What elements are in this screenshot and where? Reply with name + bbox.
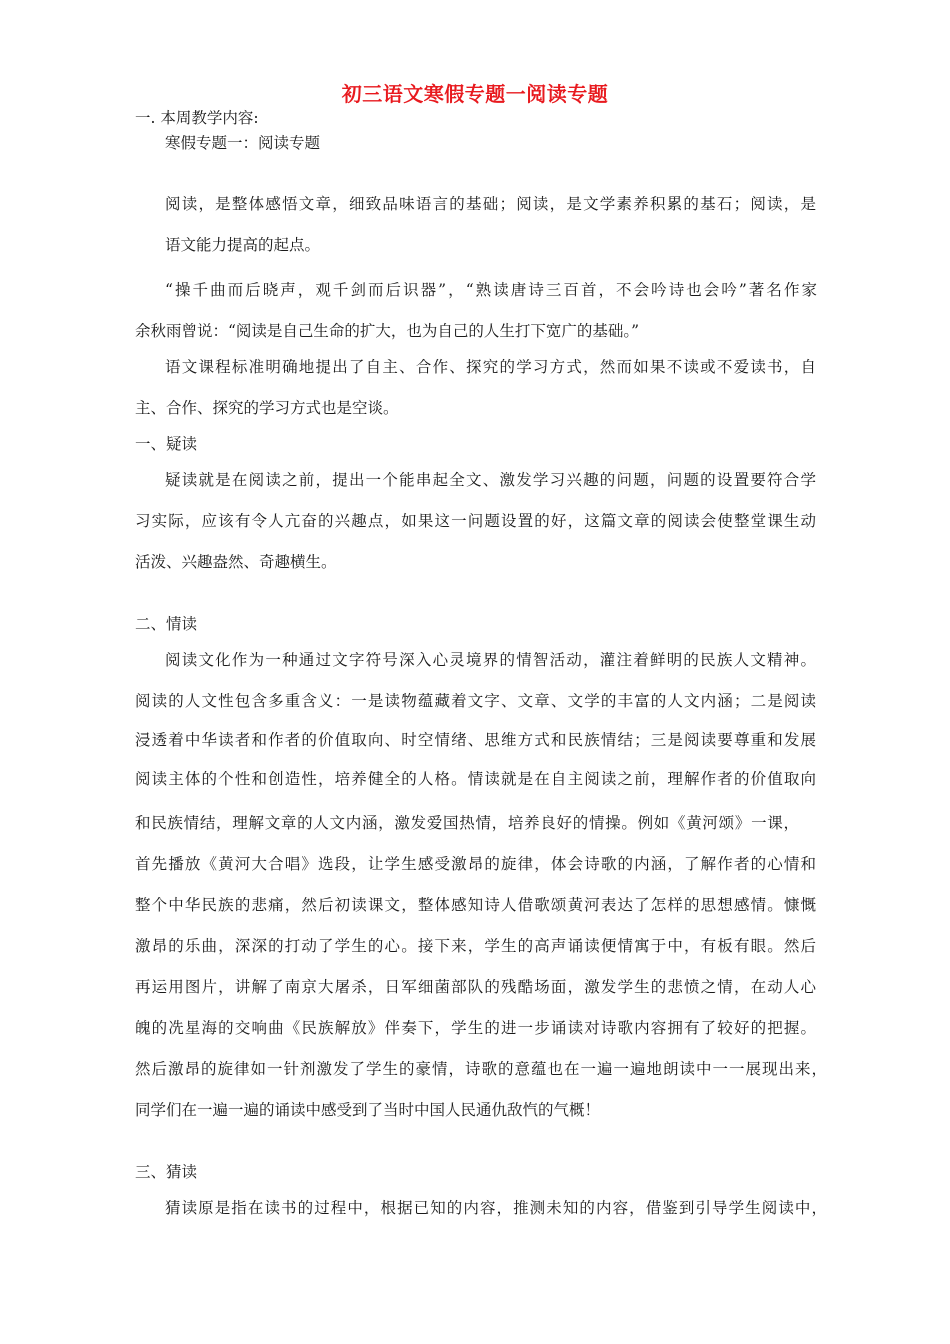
section-heading-qingdu: 二、情读 xyxy=(135,615,198,633)
section1-line-2: 习实际，应该有令人亢奋的兴趣点，如果这一问题设置的好，这篇文章的阅读会使整堂课生动 xyxy=(135,512,816,530)
section2-line-1: 阅读文化作为一种通过文字符号深入心灵境界的情智活动，灌注着鲜明的民族人文精神。 xyxy=(165,651,816,669)
section2-line-8: 激昂的乐曲，深深的打动了学生的心。接下来，学生的高声诵读便情寓于中，有板有眼。然后 xyxy=(135,937,816,955)
section2-line-2: 阅读的人文性包含多重含义：一是读物蕴藏着文字、文章、文学的丰富的人文内涵；二是阅读 xyxy=(135,692,816,710)
topic-subheading: 寒假专题一：阅读专题 xyxy=(165,134,321,152)
intro-paragraph-3-line-1: 语文课程标准明确地提出了自主、合作、探究的学习方式，然而如果不读或不爱读书，自 xyxy=(165,358,816,376)
section2-line-10: 魄的冼星海的交响曲《民族解放》伴奏下，学生的进一步诵读对诗歌内容拥有了较好的把握。 xyxy=(135,1019,816,1037)
intro-paragraph-1-line-2: 语文能力提高的起点。 xyxy=(165,236,321,254)
section2-line-4: 阅读主体的个性和创造性，培养健全的人格。情读就是在自主阅读之前，理解作者的价值取向 xyxy=(135,770,816,788)
section-heading-yidu: 一、疑读 xyxy=(135,435,198,453)
section1-line-3: 活泼、兴趣盎然、奇趣横生。 xyxy=(135,553,337,571)
section2-line-5: 和民族情结，理解文章的人文内涵，激发爱国热情，培养良好的情操。例如《黄河颂》一课， xyxy=(135,814,799,832)
section2-line-3: 浸透着中华读者和作者的价值取向、时空情绪、思维方式和民族情结；三是阅读要尊重和发展 xyxy=(135,731,816,749)
teaching-content-label: 一. 本周教学内容: xyxy=(135,109,259,127)
section3-line-1: 猜读原是指在读书的过程中，根据已知的内容，推测未知的内容，借鉴到引导学生阅读中， xyxy=(165,1199,827,1217)
section2-line-12: 同学们在一遍一遍的诵读中感受到了当时中国人民通仇敌忾的气概！ xyxy=(135,1101,601,1119)
section-heading-caidu: 三、猜读 xyxy=(135,1163,198,1181)
intro-paragraph-3-line-2: 主、合作、探究的学习方式也是空谈。 xyxy=(135,399,399,417)
section2-line-9: 再运用图片，讲解了南京大屠杀，日军细菌部队的残酷场面，激发学生的悲愤之情，在动人心 xyxy=(135,978,816,996)
intro-paragraph-2-line-1: “操千曲而后晓声，观千剑而后识器”，“熟读唐诗三百首，不会吟诗也会吟”著名作家 xyxy=(165,281,817,299)
section2-line-6: 首先播放《黄河大合唱》选段，让学生感受激昂的旋律，体会诗歌的内涵，了解作者的心情和 xyxy=(135,855,816,873)
intro-paragraph-1-line-1: 阅读，是整体感悟文章，细致品味语言的基础；阅读，是文学素养积累的基石；阅读，是 xyxy=(165,195,816,213)
intro-paragraph-2-line-2: 余秋雨曾说：“阅读是自己生命的扩大，也为自己的人生打下宽广的基础。” xyxy=(135,322,640,340)
section1-line-1: 疑读就是在阅读之前，提出一个能串起全文、激发学习兴趣的问题，问题的设置要符合学 xyxy=(165,471,816,489)
section2-line-11: 然后激昂的旋律如一针剂激发了学生的豪情，诗歌的意蕴也在一遍一遍地朗读中一一展现出来， xyxy=(135,1060,827,1078)
document-title: 初三语文寒假专题一阅读专题 xyxy=(341,82,609,106)
section2-line-7: 整个中华民族的悲痛，然后初读课文，整体感知诗人借歌颂黄河表达了怎样的思想感情。慷慨 xyxy=(135,896,816,914)
